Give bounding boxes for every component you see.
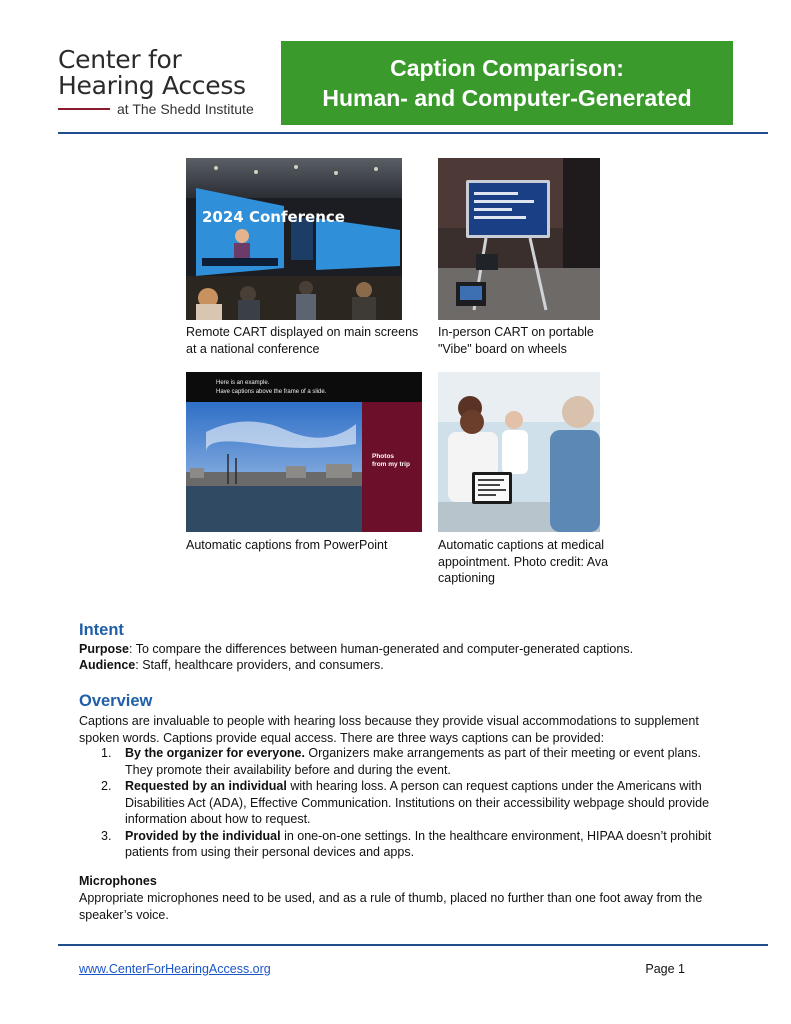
overview-heading: Overview [79, 692, 153, 710]
photo-vibe-board [438, 158, 600, 320]
purpose-label: Purpose [79, 642, 130, 656]
logo-subtitle-text: at The Shedd Institute [117, 101, 254, 117]
logo-line-1: Center for [58, 45, 182, 74]
title-line-2: Human- and Computer-Generated [322, 85, 692, 111]
list-item-text: with hearing loss. A person can request captions under the Americans with Disabilities Act (ADA), Effective Communication. Institutions on their accessibility webpage should provide information about how to request. [125, 779, 710, 826]
slide-caption-line-2: Have captions above the frame of a slide. [216, 389, 327, 395]
logo-subtitle [58, 101, 258, 117]
intent-heading: Intent [79, 621, 124, 639]
document-title-banner [281, 41, 733, 125]
microphones-heading: Microphones [79, 874, 157, 888]
photo-powerpoint-captions [186, 372, 422, 532]
slide-panel-line-1: Photos [372, 453, 395, 460]
caption-methods-list [79, 745, 729, 861]
photo-caption-conference: Remote CART displayed on main screens at a national conference [186, 325, 419, 356]
microphones-text: Appropriate microphones need to be used, and as a rule of thumb, placed no further than one foot away from the speaker’s voice. [79, 891, 703, 922]
page-number: Page 1 [645, 962, 685, 976]
photo-caption-vibe-board: In-person CART on portable "Vibe" board on wheels [438, 325, 594, 356]
list-item-number: 3. [101, 828, 112, 843]
photo-medical-appointment [438, 372, 600, 532]
list-item-text: Organizers make arrangements as part of their meeting or event plans. They promote their availability before and during the event. [125, 746, 701, 777]
photo-caption-powerpoint: Automatic captions from PowerPoint [186, 538, 388, 552]
audience-line [79, 657, 384, 673]
footer-divider [58, 944, 768, 946]
list-item [79, 745, 729, 778]
purpose-line [79, 641, 633, 657]
organization-logo [58, 47, 258, 117]
title-line-1: Caption Comparison: [390, 55, 624, 81]
overview-intro: Captions are invaluable to people with hearing loss because they provide visual accommodations to supplement spoken words. Captions provide equal access. There are three ways captions can be provided: [79, 714, 699, 745]
logo-accent-rule [58, 108, 110, 110]
audience-label: Audience [79, 658, 136, 672]
logo-line-2: Hearing Access [58, 71, 246, 100]
audience-text: : Staff, healthcare providers, and consumers. [135, 658, 384, 672]
slide-panel-line-2: from my trip [372, 461, 410, 468]
photo-caption-medical: Automatic captions at medical appointment. Photo credit: Ava captioning [438, 538, 609, 585]
slide-caption-line-1: Here is an example. [216, 380, 270, 386]
purpose-text: : To compare the differences between human-generated and computer-generated captions. [129, 642, 634, 656]
list-item-number: 1. [101, 746, 112, 760]
list-item-bold: Provided by the individual [125, 828, 281, 843]
photo-conference [186, 158, 402, 320]
header-divider [58, 132, 768, 134]
list-item [79, 778, 729, 828]
website-link[interactable]: www.CenterForHearingAccess.org [79, 962, 271, 976]
list-item-number: 2. [101, 779, 112, 793]
list-item-bold: By the organizer for everyone. [125, 746, 305, 760]
list-item-text: in one-on-one settings. In the healthcare environment, HIPAA doesn’t prohibit patients from using their personal devices and apps. [125, 828, 712, 859]
list-item [79, 828, 729, 861]
list-item-bold: Requested by an individual [125, 779, 287, 793]
screen-text: 2024 Conference [202, 208, 345, 226]
